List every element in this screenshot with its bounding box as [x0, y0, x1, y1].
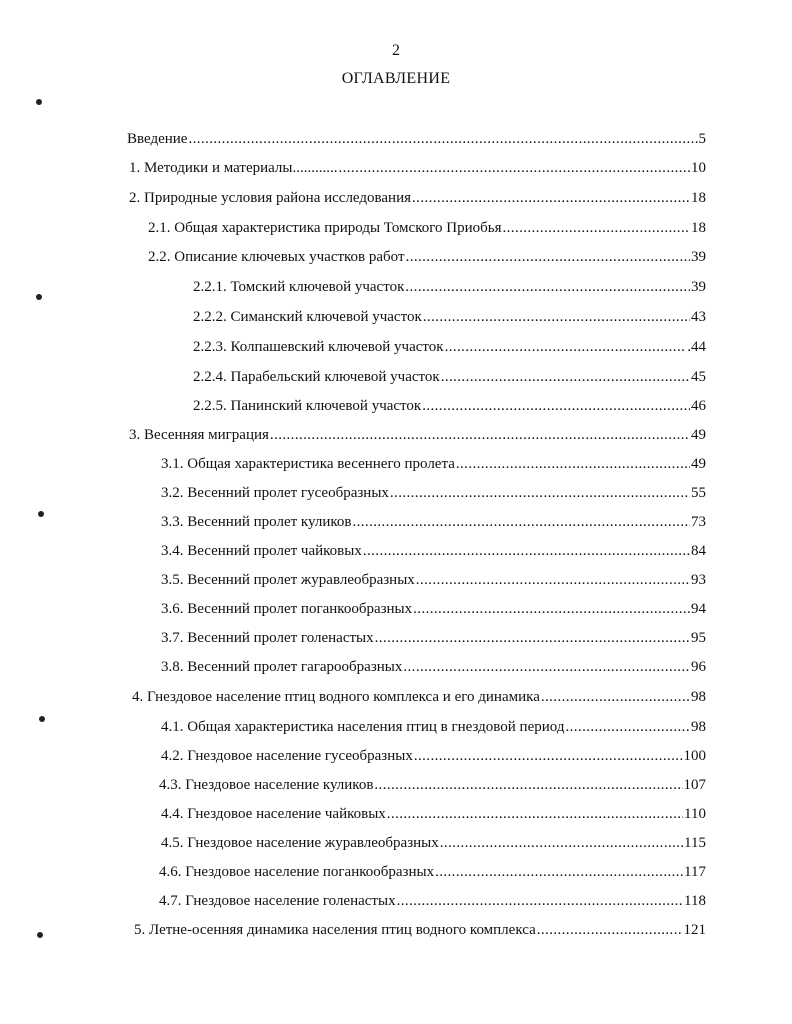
toc-entry-3-7 [161, 627, 706, 649]
leader-dots [413, 598, 690, 620]
toc-entry-title: 1. Методики и материалы............ [129, 160, 338, 176]
toc-entry-title: 2.2.3. Колпашевский ключевой участок [193, 339, 444, 355]
toc-entry-page: 107 [683, 777, 706, 793]
toc-entry-page: 94 [691, 601, 706, 617]
toc-entry-title: 3.4. Весенний пролет чайковых [161, 543, 362, 559]
toc-entry-page: 5 [698, 131, 706, 147]
toc-entry-4 [132, 686, 706, 708]
toc-entry-title: 3.3. Весенний пролет куликов [161, 514, 352, 530]
toc-entry-page: 98 [691, 689, 706, 705]
toc-entry-page: 39 [691, 249, 706, 265]
toc-entry-title: 4.1. Общая характеристика населения птиц в гнездовой период [161, 719, 565, 735]
toc-entry-2-2 [148, 246, 706, 268]
toc-entry-2-2-2 [193, 306, 706, 328]
toc-entry-4-2 [161, 745, 706, 767]
toc-entry-title: 3.6. Весенний пролет поганкообразных [161, 601, 413, 617]
toc-entry-2-2-4 [193, 366, 706, 388]
leader-dots [537, 919, 683, 941]
toc-entry-page: 45 [691, 369, 706, 385]
toc-entry-title: 3.1. Общая характеристика весеннего пролета [161, 456, 455, 472]
leader-dots [387, 803, 683, 825]
toc-entry-page: 43 [691, 309, 706, 325]
page-number: 2 [392, 42, 400, 59]
leader-dots [414, 745, 683, 767]
toc-entry-2-2-3 [193, 336, 706, 358]
toc-entry-title: 2.2. Описание ключевых участков работ [148, 249, 405, 265]
leader-dots [390, 482, 690, 504]
scan-mark [37, 932, 43, 938]
toc-entry-4-3 [159, 774, 706, 796]
scan-mark [36, 99, 42, 105]
toc-entry-page: 55 [691, 485, 706, 501]
leader-dots [423, 306, 690, 328]
toc-entry-page: .44 [687, 339, 706, 355]
scan-mark [36, 294, 42, 300]
toc-entry-title: 3.7. Весенний пролет голенастых [161, 630, 374, 646]
toc-entry-title: 4.7. Гнездовое население голенастых [159, 893, 396, 909]
toc-entry-3-8 [161, 656, 706, 678]
leader-dots [412, 187, 690, 209]
toc-entry-page: 110 [684, 806, 706, 822]
leader-dots [188, 128, 697, 150]
leader-dots [363, 540, 690, 562]
toc-entry-title: 2.2.5. Панинский ключевой участок [193, 398, 422, 414]
toc-entry-page: 96 [691, 659, 706, 675]
leader-dots [374, 774, 682, 796]
toc-entry-page: 98 [691, 719, 706, 735]
leader-dots [338, 157, 690, 179]
toc-entry-page: 49 [691, 456, 706, 472]
leader-dots [565, 716, 690, 738]
toc-entry-title: 2.2.1. Томский ключевой участок [193, 279, 405, 295]
toc-entry-3 [129, 424, 706, 446]
toc-entry-title: 4. Гнездовое население птиц водного комплекса и его динамика [132, 689, 540, 705]
toc-entry-page: 93 [691, 572, 706, 588]
toc-entry-title: 3.2. Весенний пролет гусеобразных [161, 485, 389, 501]
leader-dots [445, 336, 687, 358]
toc-entry-title: 2.2.4. Парабельский ключевой участок [193, 369, 440, 385]
leader-dots [440, 832, 683, 854]
toc-entry-page: 84 [691, 543, 706, 559]
toc-entry-title: Введение [127, 131, 188, 147]
toc-entry-page: 95 [691, 630, 706, 646]
leader-dots [406, 246, 690, 268]
toc-entry-page: 121 [683, 922, 706, 938]
toc-entry-3-1 [161, 453, 706, 475]
toc-entry-page: 39 [691, 279, 706, 295]
toc-entry-page: 117 [684, 864, 706, 880]
leader-dots [352, 511, 690, 533]
toc-entry-4-1 [161, 716, 706, 738]
toc-entry-2-2-1 [193, 276, 706, 298]
leader-dots [503, 217, 691, 239]
toc-entry-page: 100 [683, 748, 706, 764]
toc-entry-title: 4.5. Гнездовое население журавлеобразных [161, 835, 439, 851]
toc-entry-4-7 [159, 890, 706, 912]
toc-entry-2-2-5 [193, 395, 706, 417]
leader-dots [375, 627, 690, 649]
leader-dots [422, 395, 690, 417]
toc-entry-page: 73 [691, 514, 706, 530]
leader-dots [416, 569, 690, 591]
toc-entry-title: 5. Летне-осенняя динамика населения птиц водного комплекса [134, 922, 536, 938]
toc-entry-page: 46 [691, 398, 706, 414]
toc-entry-title: 2.1. Общая характеристика природы Томского Приобья [148, 220, 502, 236]
leader-dots [456, 453, 690, 475]
scan-mark [38, 511, 44, 517]
leader-dots [441, 366, 690, 388]
toc-entry-title: 2.2.2. Симанский ключевой участок [193, 309, 422, 325]
toc-entry-page: 118 [684, 893, 706, 909]
leader-dots [397, 890, 683, 912]
leader-dots [405, 276, 690, 298]
toc-entry-4-4 [161, 803, 706, 825]
leader-dots [435, 861, 683, 883]
toc-title: ОГЛАВЛЕНИЕ [341, 70, 451, 87]
leader-dots [541, 686, 690, 708]
toc-entry-page: 49 [691, 427, 706, 443]
toc-entry-title: 3.5. Весенний пролет журавлеобразных [161, 572, 415, 588]
toc-entry-2-1 [148, 217, 706, 239]
toc-entry-3-4 [161, 540, 706, 562]
toc-entry-title: 4.6. Гнездовое население поганкообразных [159, 864, 435, 880]
toc-entry-3-6 [161, 598, 706, 620]
toc-entry-3-3 [161, 511, 706, 533]
toc-entry-title: 3. Весенняя миграция [129, 427, 269, 443]
toc-entry-title: 3.8. Весенний пролет гагарообразных [161, 659, 403, 675]
toc-entry-title: 2. Природные условия района исследования [129, 190, 412, 206]
toc-entry-title: 4.2. Гнездовое население гусеобразных [161, 748, 413, 764]
toc-entry-title: 4.3. Гнездовое население куликов [159, 777, 374, 793]
toc-entry-4-5 [161, 832, 706, 854]
toc-entry-introduction [127, 128, 706, 150]
toc-entry-page: 10 [691, 160, 706, 176]
toc-entry-1 [129, 157, 706, 179]
toc-entry-2 [129, 187, 706, 209]
toc-entry-title: 4.4. Гнездовое население чайковых [161, 806, 386, 822]
toc-entry-page: 115 [684, 835, 706, 851]
scan-mark [39, 716, 45, 722]
toc-entry-page: 18 [691, 190, 706, 206]
toc-entry-3-5 [161, 569, 706, 591]
leader-dots [403, 656, 690, 678]
toc-entry-4-6 [159, 861, 706, 883]
toc-entry-3-2 [161, 482, 706, 504]
leader-dots [270, 424, 690, 446]
toc-entry-5 [134, 919, 706, 941]
toc-entry-page: 18 [691, 220, 706, 236]
